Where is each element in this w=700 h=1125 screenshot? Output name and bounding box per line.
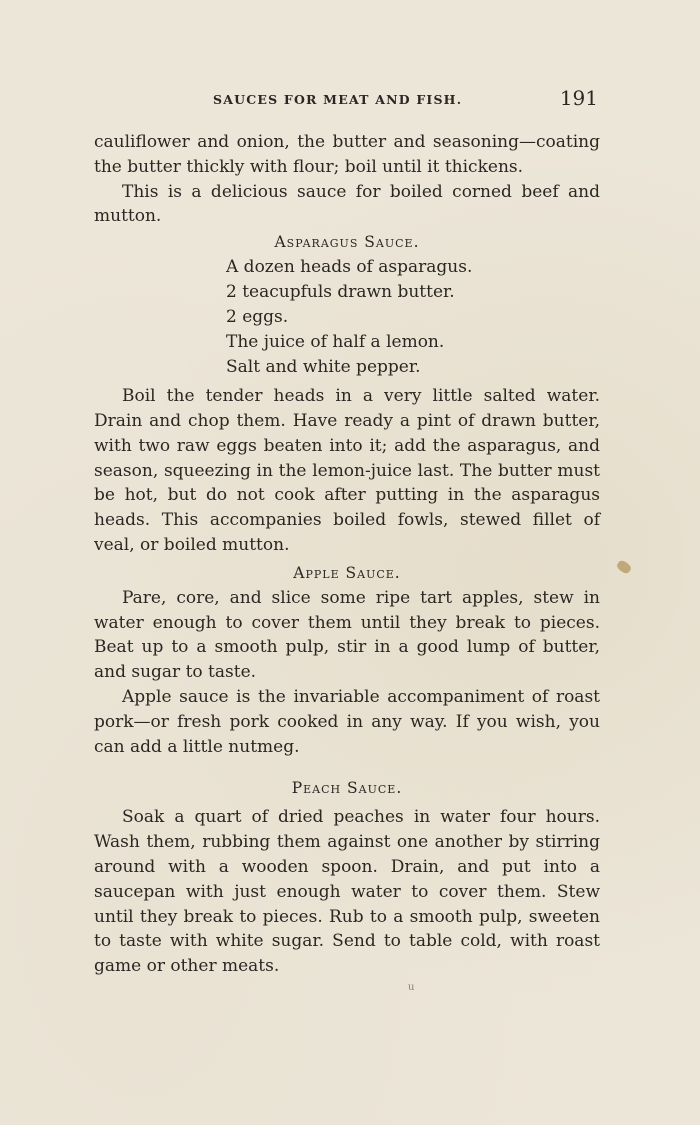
- corned-beef-note: This is a delicious sauce for boiled corned beef and mutton.: [94, 181, 600, 227]
- ingredient-item: 2 eggs.: [226, 307, 289, 328]
- ingredient-item: 2 teacupfuls drawn butter.: [226, 282, 455, 303]
- continuation-paragraph: cauliflower and onion, the butter and seasoning—coating the butter thickly with flour; boil until it thickens.: [94, 132, 600, 177]
- running-head: [95, 86, 600, 116]
- ingredient-item: A dozen heads of asparagus.: [226, 257, 473, 278]
- page-body: [94, 130, 600, 979]
- apple-directions: Pare, core, and slice some ripe tart apples, stew in water enough to cover them until they break to pieces. Beat up to a smooth pulp, stir in a good lump of butter, and sugar to taste.: [94, 587, 600, 683]
- asparagus-ingredient-list: [226, 255, 600, 380]
- asparagus-sauce-heading: Asparagus Sauce.: [274, 233, 420, 252]
- peach-sauce-heading: Peach Sauce.: [291, 779, 403, 798]
- apple-note: Apple sauce is the invariable accompaniment of roast pork—or fresh pork cooked in any way. If you wish, you can add a little nutmeg.: [94, 686, 600, 757]
- peach-directions: Soak a quart of dried peaches in water four hours. Wash them, rubbing them against one another by stirring around with a wooden spoon. Drain, and put into a saucepan with just enough water to cover them. Stew until they break to pieces. Rub to a smooth pulp, sweeten to taste with white sugar. Send to table cold, with roast game or other meats.: [94, 807, 600, 977]
- running-title: SAUCES FOR MEAT AND FISH.: [213, 92, 463, 107]
- apple-sauce-heading: Apple Sauce.: [293, 563, 401, 582]
- footer-mark: u: [408, 982, 415, 993]
- page-number: 191: [559, 86, 598, 110]
- paper-stain: [615, 559, 632, 575]
- ingredient-item: Salt and white pepper.: [226, 357, 421, 378]
- asparagus-directions: Boil the tender heads in a very little salted water. Drain and chop them. Have ready a pint of drawn butter, with two raw eggs beaten into it; add the asparagus, and season, squeezing in the lemon-juice last. The butter must be hot, but do not cook after putting in the asparagus heads. This accompanies boiled fowls, stewed fillet of veal, or boiled mutton.: [94, 386, 600, 555]
- ingredient-item: The juice of half a lemon.: [226, 332, 445, 353]
